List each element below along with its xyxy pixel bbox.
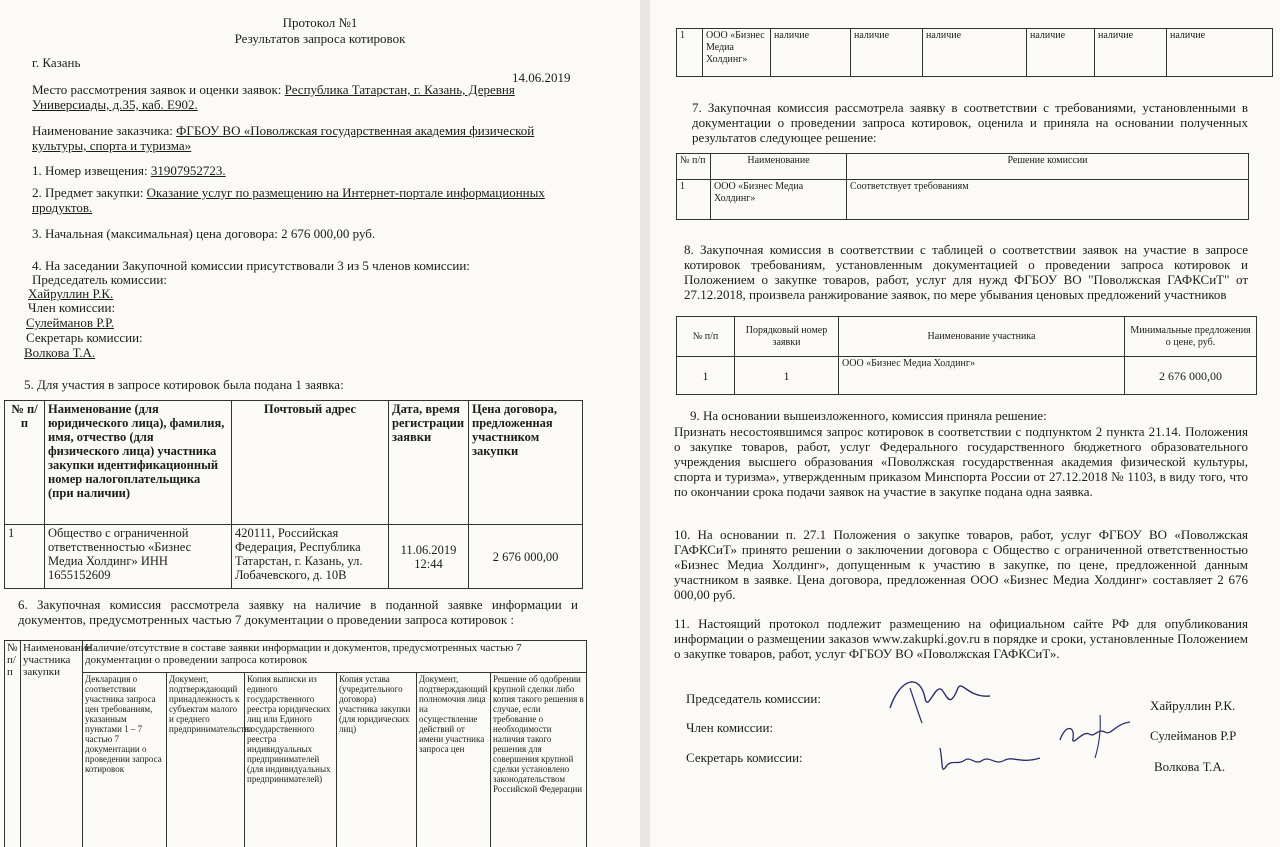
cell-application: 1 (735, 357, 839, 395)
th-rank-number: № п/п (677, 317, 735, 357)
th-datetime: Дата, время регистрации заявки (389, 401, 469, 525)
secretary-name: Волкова Т.А. (24, 345, 96, 360)
cell-declaration: наличие (771, 29, 851, 77)
decision-table (676, 153, 1249, 220)
cell-participant: ООО «Бизнес Медиа Холдинг» (703, 29, 771, 77)
th-doc-participant: Наименование участника закупки (21, 641, 83, 847)
cell-address: 420111, Российская Федерация, Республика Татарстан, г. Казань, ул. Лобачевского, д. 10В (232, 525, 389, 589)
ranking-header-row (677, 317, 1257, 357)
th-doc-registry: Копия выписки из единого государственного реестра юридических лиц или Единого государственного реестра индивидуальных предпринимателей (для индивидуальных предпринимателей) (245, 673, 337, 847)
th-doc-group: Наличие/отсутствие в составе заявки информации и документов, предусмотренных частью 7 документации о проведении запроса котировок (83, 641, 587, 673)
cell-participant: Общество с ограниченной ответственностью «Бизнес Медиа Холдинг» ИНН 1655152609 (45, 525, 232, 589)
item-10: 10. На основании п. 27.1 Положения о закупке товаров, работ, услуг ФГБОУ ВО «Поволжская ГАФКСиТ» принято решении о заключении договора с Общество с ограниченной ответственностью «Бизнес Медиа Холдинг», допущенным к участию в закупке, по цене, предложенной данным участником в заявке. Цена договора, предложенная ООО «Бизнес Медиа Холдинг» составляет 2 676 000,00 руб. (674, 527, 1248, 602)
th-doc-number: № п/п (5, 641, 21, 847)
item-8: 8. Закупочная комиссия в соответствии с таблицей о соответствии заявок на участие в запросе котировок требованиям, установленным документацией о проведении запроса котировок и Положением о закупке товаров, работ, услуг для нужд ФГБОУ ВО "Поволжская ГАФКСиТ" от 27.12.2018, произвела ранжирование заявок, по мере убывания ценовых предложений участников (684, 242, 1248, 302)
th-rank-participant: Наименование участника (839, 317, 1125, 357)
th-price: Цена договора, предложенная участником закупки (469, 401, 583, 525)
place-label: Место рассмотрения заявок и оценки заявок: (32, 82, 285, 97)
item-2-value-2: продуктов. (32, 200, 93, 215)
cell-approval: наличие (1167, 29, 1273, 77)
item-6: 6. Закупочная комиссия рассмотрела заявку на наличие в поданной заявке информации и документов, предусмотренных частью 7 документации о проведении запроса котировок : (18, 597, 578, 627)
secretary-signature (935, 738, 1045, 778)
item-9-body: Признать несостоявшимся запрос котировок в соответствии с подпунктом 2 пункта 21.14. Положения о закупке товаров, работ, услуг Федерального государственного бюджетного образовательного учреждения высшего образования «Поволжская государственная академия физической культуры, спорта и туризма», утвержденным приказом Минспорта России от 27.12.2018 № 1103, в виду того, что по окончании срока подачи заявок на участие в закупке подана одна заявка. (674, 424, 1248, 499)
city: г. Казань (32, 55, 81, 70)
protocol-subtitle: Результатов запроса котировок (234, 31, 406, 46)
cell-authority: наличие (1095, 29, 1167, 77)
customer-value-2: культуры, спорта и туризма» (32, 138, 192, 153)
table-row (677, 357, 1257, 395)
th-doc-authority: Документ, подтверждающий полномочия лица на осуществление действий от имени участника запроса цен (417, 673, 491, 847)
cell-datetime: 11.06.2019 12:44 (389, 525, 469, 589)
cell-sme: наличие (851, 29, 923, 77)
th-decision-result: Решение комиссии (847, 154, 1249, 180)
sign-member-name: Сулейманов Р.Р (1150, 728, 1237, 743)
cell-number: 1 (5, 525, 45, 589)
customer-value: ФГБОУ ВО «Поволжская государственная академия физической (176, 123, 535, 138)
cell-charter: наличие (1027, 29, 1095, 77)
th-rank-application: Порядковый номер заявки (735, 317, 839, 357)
chair-label: Председатель комиссии: (32, 272, 167, 287)
cell-number: 1 (677, 357, 735, 395)
item-1-value: 31907952723. (150, 163, 226, 178)
item-11: 11. Настоящий протокол подлежит размещению на официальном сайте РФ для опубликования информации о размещении заказов www.zakupki.gov.ru в порядке и сроки, установленные Положением о закупке товаров, работ, услуг ФГБОУ ВО «Поволжская ГАФКСиТ». (674, 616, 1248, 661)
sign-secretary-name: Волкова Т.А. (1154, 759, 1226, 774)
ranking-table (676, 316, 1257, 395)
right-page (650, 0, 1280, 847)
sign-chair-label: Председатель комиссии: (686, 691, 821, 706)
item-2 (32, 185, 545, 200)
item-9-head: 9. На основании вышеизложенного, комиссия приняла решение: (690, 408, 1047, 423)
table-row (677, 29, 1273, 77)
place-value-2: Универсиады, д.35, каб. Е902. (32, 97, 198, 112)
customer-line (32, 123, 534, 138)
documents-table (4, 640, 587, 847)
member-name: Сулейманов Р.Р. (26, 315, 114, 330)
cell-registry: наличие (923, 29, 1027, 77)
applications-table (4, 400, 583, 589)
documents-header-row (5, 641, 587, 673)
th-doc-charter: Копия устава (учредительного договора) участника закупки (для юридических лиц) (337, 673, 417, 847)
th-rank-price: Минимальные предложения о цене, руб. (1125, 317, 1257, 357)
th-decision-name: Наименование (711, 154, 847, 180)
item-3: 3. Начальная (максимальная) цена договора: 2 676 000,00 руб. (32, 226, 376, 241)
sign-member-label: Член комиссии: (686, 720, 774, 735)
applications-header-row (5, 401, 583, 525)
chair-signature (880, 668, 1000, 728)
decision-header-row (677, 154, 1249, 180)
cell-participant: ООО «Бизнес Медиа Холдинг» (839, 357, 1125, 395)
cell-price: 2 676 000,00 (469, 525, 583, 589)
item-5: 5. Для участия в запросе котировок была подана 1 заявка: (24, 377, 344, 392)
th-number: № п/п (5, 401, 45, 525)
documents-table-continued (676, 28, 1273, 77)
cell-decision: Соответствует требованиям (847, 180, 1249, 220)
th-participant: Наименование (для юридического лица), фамилия, имя, отчество (для физического лица) участника закупки идентификационный номер налогоплательщика (при наличии) (45, 401, 232, 525)
th-doc-declaration: Декларация о соответствии участника запроса цен требованиям, указанным пунктами 1 – 7 частью 7 документации о проведении запроса котировок (83, 673, 167, 847)
th-doc-approval: Решение об одобрении крупной сделки либо копия такого решения в случае, если требование о необходимости наличия такого решения для совершения крупной сделки установлено законодательством Российской Федерации (491, 673, 587, 847)
table-row (5, 525, 583, 589)
th-address: Почтовый адрес (232, 401, 389, 525)
secretary-label: Секретарь комиссии: (26, 330, 143, 345)
protocol-date: 14.06.2019 (512, 70, 571, 85)
chair-name: Хайруллин Р.К. (28, 286, 114, 301)
member-label: Член комиссии: (28, 300, 116, 315)
cell-number: 1 (677, 29, 703, 77)
customer-label: Наименование заказчика: (32, 123, 177, 138)
item-2-label: 2. Предмет закупки: (32, 185, 147, 200)
protocol-title: Протокол №1 (282, 15, 358, 30)
item-4: 4. На заседании Закупочной комиссии присутствовали 3 из 5 членов комиссии: (32, 258, 470, 273)
place-line (32, 82, 515, 97)
place-value: Республика Татарстан, г. Казань, Деревня (284, 82, 515, 97)
item-7: 7. Закупочная комиссия рассмотрела заявку в соответствии с требованиями, установленными в документации о проведении запроса котировок, оценила и приняла на основании полученных результатов следующее решение: (692, 100, 1248, 145)
sign-secretary-label: Секретарь комиссии: (686, 750, 803, 765)
item-2-value: Оказание услуг по размещению на Интернет-портале информационных (146, 185, 545, 200)
documents-subheader-row (5, 673, 587, 847)
sign-chair-name: Хайруллин Р.К. (1150, 698, 1236, 713)
item-1 (32, 163, 226, 178)
item-1-label: 1. Номер извещения: (32, 163, 151, 178)
th-doc-sme: Документ, подтверждающий принадлежность к субъектам малого и среднего предпринимательства (167, 673, 245, 847)
table-row (677, 180, 1249, 220)
cell-price: 2 676 000,00 (1125, 357, 1257, 395)
member-signature (1055, 710, 1135, 760)
cell-number: 1 (677, 180, 711, 220)
cell-name: ООО «Бизнес Медиа Холдинг» (711, 180, 847, 220)
th-decision-number: № п/п (677, 154, 711, 180)
